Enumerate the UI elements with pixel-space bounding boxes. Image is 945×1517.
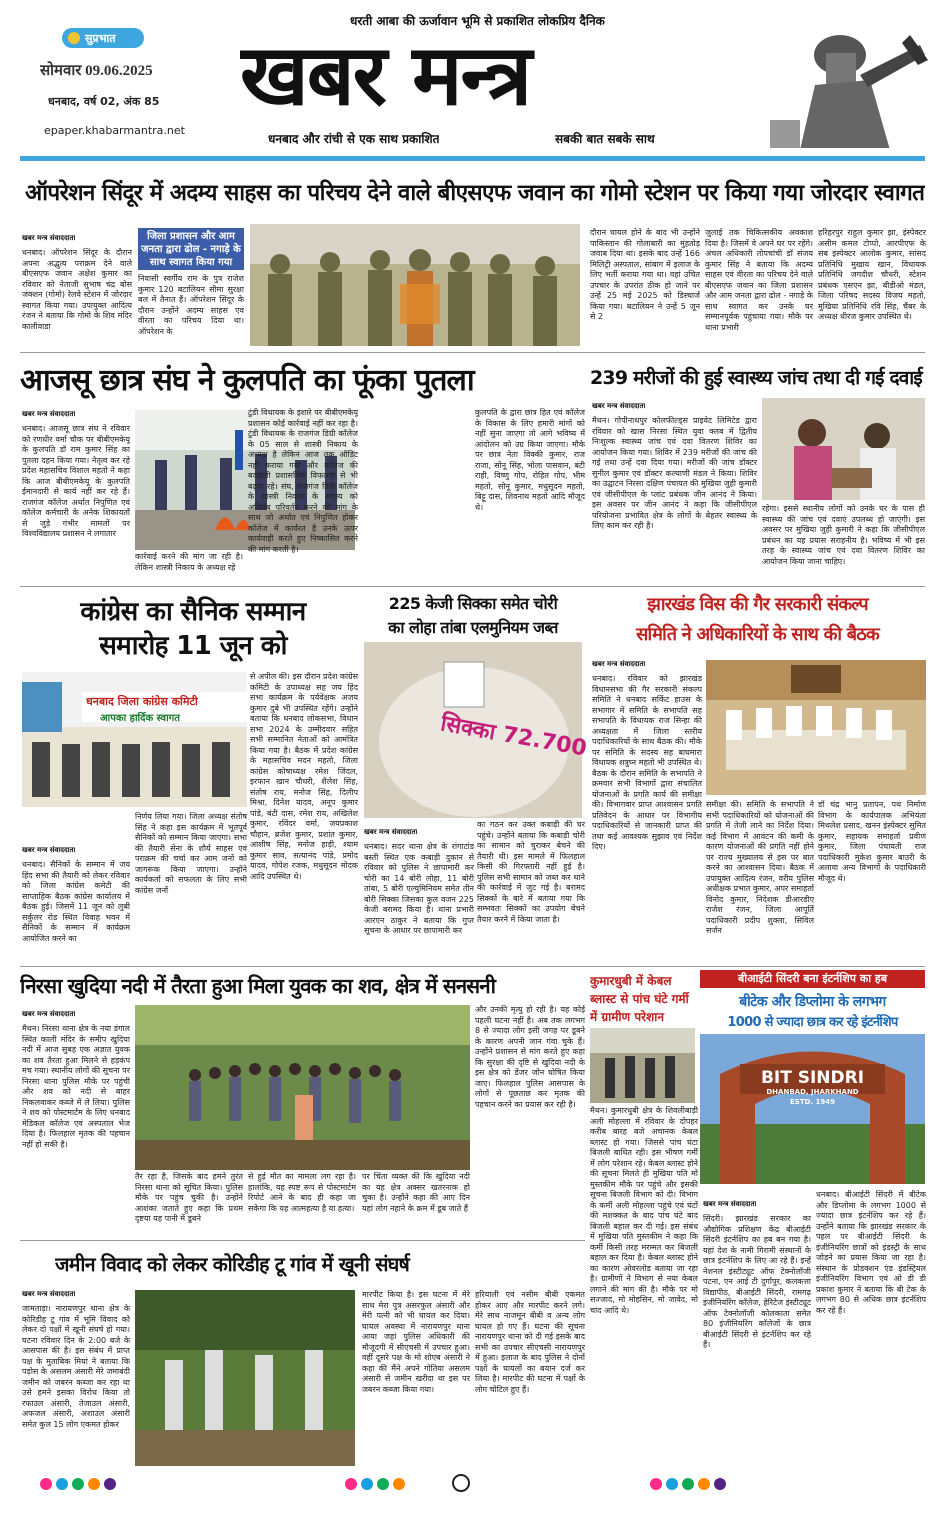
story2-byline: खबर मन्त्र संवाददाता: [22, 410, 76, 418]
story7-text-3: से हुई मौत का मामला लग रहा है। हालांकि, यह स्पष्ट रूप से पोस्टमार्टम रिपोर्ट आने के बाद ही कहा जा सकेगा कि यह आत्महत्या है या हत्या।: [248, 1172, 356, 1213]
color-dot-icon: [377, 1478, 389, 1490]
logo-text: सुप्रभात: [85, 31, 116, 45]
story10-byline: खबर मन्त्र संवाददाता: [22, 1290, 76, 1298]
story1-photo: [250, 224, 580, 346]
color-dot-icon: [698, 1478, 710, 1490]
story10-text-2: मारपीट किया है। इस घटना में मेरे साथ मेरा पुत्र असरफुल अंसारी और मेरी पत्नी को भी घायल कर दिया। घायल अवस्था में नारायणपुर थाना आया जहां पुलिस अधिकारी की मौजूदगी में सीएचसी में उपचार हुआ। वहीं दूसरे पक्ष के मो शोएब अंसारी ने कहा की मैंने अपने गोतिया असलम अंसारी से जमीन खरीदा था इस पर जबरन कब्जा किया गया।: [362, 1290, 470, 1394]
story1-text-3: दौरान घायल होने के बाद भी उन्होंने पाकिस्तान की गोलाबारी का मुंहतोड़ जवाब दिया था। इसके बाद उन्हें 166 मिलिट्री अस्पताल, सांबाग में इलाज के लिए भर्ती कराया गया था। वहां उचित उपचार के उपरांत ठीक हो जाने पर उन्हें 25 मई 2025 को डिस्चार्ज किया गया। बटालियन ने उन्हें 5 जून से 2: [590, 228, 700, 321]
story8-headline-line3[interactable]: में ग्रामीण परेशान: [590, 1010, 665, 1024]
color-registration-left: [40, 1478, 116, 1490]
story7-headline[interactable]: निरसा खुदिया नदी में तैरता हुआ मिला युवक का शव, क्षेत्र में सनसनी: [20, 974, 496, 998]
divider: [20, 966, 925, 967]
tagline-top: धरती आबा की ऊर्जावान भूमि से प्रकाशित लोकप्रिय दैनिक: [350, 14, 605, 28]
story3-text-1: मैथन। गोपीनाथपुर कोलफील्ड्स प्राइवेट लिमिटेड द्वारा रविवार को खास निरसा स्थित युवा क्लब में द्वितीय निःशुल्क स्वास्थ्य जांच एवं दवा वितरण शिविर का आयोजन किया गया। शिविर में 239 मरीजों की जांच की गई तथा उन्हें दवा दिया गया। मरीजों की जांच डॉक्टर सुनील कुमार एवं डॉक्टर कल्याणी मंडल ने किया। शिविर का उद्घाटन निरसा दक्षिण पंचायत की मुखिया जुही कुमारी एवं जीसीपीएल के प्लांट प्रबंधक जीन आनंद ने किया। इस अवसर पर जीन आनंद ने कहा कि जीसीपीएल परियोजना प्रभावित क्षेत्र के लोगों के बेहतर स्वास्थ्य के लिए काम कर रही है।: [592, 416, 757, 530]
color-dot-icon: [72, 1478, 84, 1490]
story2-headline[interactable]: आजसू छात्र संघ ने कुलपति का फूंका पुतला: [20, 363, 474, 398]
color-dot-icon: [88, 1478, 100, 1490]
color-dot-icon: [650, 1478, 662, 1490]
epaper-link[interactable]: epaper.khabarmantra.net: [44, 124, 185, 137]
story6-text-3: डॉ चंद्र भानु प्रतापन, पथ निर्माण विभाग के कार्यपालक अभियंता मिथलेश प्रसाद, खनन इंस्पेक्टर सुमित कुमार, सहायक समाहर्ता प्रवीण कुमार, जिला पंचायती राज पदाधिकारी मुकेश कुमार बाउरी के अलावा अन्य विभागों के पदाधिकारी मौजूद थे।: [818, 800, 926, 883]
story5-sack-text: सिक्का 72.700: [438, 711, 589, 762]
color-registration-right: [650, 1478, 726, 1490]
story4-photo: [22, 672, 247, 807]
color-dot-icon: [714, 1478, 726, 1490]
color-dot-icon: [345, 1478, 357, 1490]
masthead: [0, 0, 945, 148]
story10-text-1: जामताड़ा। नारायणपुर थाना क्षेत्र के कोरिडीह टू गांव में भूमि विवाद को लेकर दो पक्षों में खूनी संघर्ष हो गया। घटना रविवार दिन के 2:00 बजे के आसपास की है। इस संबंध में प्राप्त पक्ष के मुताबिक मियां ने बताया कि पड़ोस के असलम अंसारी मेरे जमाबंदी जमीन को जबरन कब्जा कर रहा था उसे हमने इसका विरोध किया तो रफाउल अंसारी, तेजाउल अंसारी, अफजल अंसारी, अशाउल अंसारी समेत कुल 15 लोग एकमत होकर: [22, 1304, 130, 1429]
story1-byline: खबर मन्त्र संवाददाता: [22, 234, 76, 242]
story9-text-2: धनबाद। बीआईटी सिंदरी में बीटेक और डिप्लोमा के लगभग 1000 से ज्यादा छात्र इंटर्नशिप कर रहे हैं। उन्होंने बताया कि झारखंड सरकार के पहल पर बीआईटी सिंदरी के इंजीनियरिंग छात्रों को इंडस्ट्री के साथ जोड़ने का प्रयास किया जा रहा है। संस्थान के प्रोडक्शन एंड इंडस्ट्रियल इंजीनियरिंग विभाग एवं ओ डी डी प्रकाश कुमार ने बताया कि बी टेक के लगभग 80 से अधिक छात्र इंटर्नशिप कर रहे हैं।: [816, 1190, 926, 1315]
story1-text-2: निवासी स्वर्गीय राम के पुत्र राजेश कुमार 120 बटालियन सीमा सुरक्षा बल में तैनात हैं। ऑपरेशन सिंदूर के दौरान उन्होंने अदम्य साहस एवं वीरता का परिचय दिया था। ऑपरेशन के: [138, 274, 244, 336]
story10-text-3: हरियाली एवं नसीम बीबी एकमत होकर आए और मारपीट करने लगे। मेरे साथ नाजमून बीबी व अन्य लोग घायल हो गए हैं। घटना की सूचना नारायणपुर थाना को दी गई इसके बाद सभी का उपचार सीएचसी नारायणपुर में हुआ। इलाज के बाद पुलिस ने दोनों पक्षों के घायलों का बयान दर्ज कर लिया है। मारपीट की घटना में पक्षों के लोग चोटिल हुए हैं।: [475, 1290, 585, 1394]
story10-photo: [135, 1290, 355, 1466]
story7-text-1: मैथन। निरसा थाना क्षेत्र के नया डंगाल स्थित काली मंदिर के समीप खुदिया नदी में आज सुबह एक अज्ञात युवक का शव तैरता हुआ मिलने से हड़कंप मच गया। स्थानीय लोगों की सूचना पर निरसा थाना पुलिस मौके पर पहुंची और शव को नदी से बाहर निकलवाकर कब्जे में ले लिया। पुलिस ने शव को पोस्टमार्टम के लिए धनबाद मेडिकल कॉलेज एवं अस्पताल भेज दिया है। फिलहाल मृतक की पहचान नहीं हो सकी है।: [22, 1024, 130, 1149]
story9-gate-sub: DHANBAD, JHARKHAND: [766, 1088, 859, 1096]
subtitle-right: सबकी बात सबके साथ: [555, 132, 655, 146]
story6-photo: [706, 660, 926, 795]
story9-text-1: सिंदरी। झारखंड सरकार का औद्योगिक प्रशिक्षण केंद्र बीआईटी सिंदरी इंटर्नशिप का हब बन गया है। यहां देश के नामी गिरामी संस्थानों के छात्र इंटर्नशिप के लिए आ रहे हैं। इन्हें नेशनल इंस्टीट्यूट ऑफ टेक्नोलॉजी पटना, एन आई टी दुर्गापुर, कलकत्ता विद्यापीठ, बीआईटी सिंदरी, रामगढ़ इंजीनियरिंग कॉलेज, हेरिटेज इंस्टीट्यूट ऑफ टेक्नोलॉजी कोलकाता समेत 80 इंजीनियरिंग कॉलेजों के छात्र बीआईटी सिंदरी से इंटर्नशिप कर रहे हैं।: [703, 1214, 811, 1349]
story9-gate-estd: ESTD. 1949: [790, 1098, 835, 1106]
story2-text-2: कार्रवाई करने की मांग जा रही है। लेकिन शास्त्री निकाय के अध्यक्ष रहे: [135, 552, 243, 572]
story9-label: बीआईटी सिंदरी बना इंटर्नशिप का हब: [700, 970, 925, 988]
story5-byline: खबर मन्त्र संवाददाता: [364, 828, 418, 836]
story2-text-4: कुलपति के द्वारा छात्र हित एवं कॉलेज के विकास के लिए हमारी मांगों को नहीं सुना जाएगा तो आगे भविष्य में आंदोलन को उग्र किया जाएगा। मौके पर छात्र नेता विक्की कुमार, राज राजा, सोनू सिंह, भोला पासवान, बंटी राही, विष्णु गोप, रोहित गोप, भीम महतो, सोनू कुमार, मधुसूदन महतो, बिट्टू दास, शिवनाथ महतो आदि मौजूद थे।: [475, 408, 585, 512]
story2-text-1: धनबाद। आजसू छात्र संघ ने रविवार को रणधीर वर्मा चौक पर बीबीएमकेयू के कुलपति डॉ राम कुमार सिंह का पुतला दहन किया गया। नेतृत्व कर रहे प्रदेश महासचिव विशाल महतो ने कहा कि आज बीबीएमकेयू के कुलपति ईमानदारी से कार्य नहीं कर रहे हैं। राजगंज कॉलेज अर्थात निपुणित एवं कॉलेज कर्मचारी के अनेक शिकायतों से जुड़े गंभीर मामलों पर विश्वविद्यालय प्रशासन ने लगातार: [22, 424, 130, 538]
story1-text-1: धनबाद। ऑपरेशन सिंदूर के दौरान अपना अद्भुत्य पराक्रम देने वाले बीएसएफ जवान अक्षेश कुमार का रविवार को नेताजी सुभाष चंद्र बोस जंक्शन (गोमो) रेलवे स्टेशन में जोरदार स्वागत किया गया। उपायुक्त आदित्य रंजन ने बताया कि गोमो के शिव मंदिर कालीवाडा: [22, 248, 132, 331]
edition-issue: धनबाद, वर्ष 02, अंक 85: [48, 95, 160, 108]
story6-text-1: धनबाद। रविवार को झारखंड विधानसभा की गैर सरकारी संकल्प समिति ने धनबाद सर्किट हाउस के सभागार में समिति के सभापति सह सभापति के विधायक राज सिन्हा की अध्यक्षता में जिला स्तरीय पदाधिकारियों के साथ बैठक की। मौके पर समिति के सदस्य सह बाघमारा विधायक शत्रुघ्न महतो भी उपस्थित थे। बैठक के दौरान समिति के सभापति ने क्रमवार सभी विभागों द्वारा संचालित योजनाओं के प्रगति कार्य की समीक्षा की। विभागवार प्राप्त आश्वासन प्रगति प्रतिवेदन के आधार पर विभागीय पदाधिकारियों से जानकारी प्राप्त की तथा कई आवश्यक सुझाव एवं निर्देश दिए।: [592, 674, 702, 851]
divider: [20, 1240, 585, 1241]
story3-photo: [762, 398, 925, 500]
story7-byline: खबर मन्त्र संवाददाता: [22, 1010, 76, 1018]
story7-photo: [135, 1005, 470, 1170]
color-dot-icon: [40, 1478, 52, 1490]
story2-text-3b: [362, 408, 470, 584]
story9-headline-line1[interactable]: बीटेक और डिप्लोमा के लगभग: [739, 994, 886, 1010]
story9-byline: खबर मन्त्र संवाददाता: [703, 1200, 757, 1208]
story4-headline-line2[interactable]: समारोह 11 जून को: [99, 631, 287, 661]
divider: [20, 586, 925, 587]
story3-text-2: रहेगा। इससे स्थानीय लोगों को उनके घर के पास ही स्वास्थ्य की जांच एवं दवाएं उपलब्ध हो जाएंगी। इस अवसर पर मुखिया जुही कुमारी ने कहा कि जीसीपीएल प्रबंधन का यह प्रयास सराहनीय है। भविष्य में भी इस तरह के स्वास्थ्य जांच एवं दवा वितरण शिविर का आयोजन किया जाना चाहिए।: [762, 504, 925, 566]
story3-byline: खबर मन्त्र संवाददाता: [592, 402, 646, 410]
story8-text-1: मैथन। कुमारधुबी क्षेत्र के शिवलीबाड़ी अली मोहल्ला में रविवार के दोपहर करीब बारह बजे अचानक केबल ब्लास्ट हो गया। जिससे पांच घंटा बिजली बाधित रही। इस भीषण गर्मी में लोग परेशान रहे। केबल ब्लास्ट होने की सूचना मिलते ही मुखिया पति मो मुस्तकीम मौके पर पहुंचे और इसकी सूचना बिजली विभाग को दी। विभाग के कर्मी अली मोहल्ला पहुंचे एवं घंटों की मशक्कत के बाद पांच घंटे बाद बिजली बहाल कर दी गई। इस संबंध में मुखिया पति मुस्तकीम ने कहा कि कर्मी किसी तरह मरम्मत कर बिजली बहाल कर दिया है। केबल ब्लास्ट होने का कारण ओवरलोड बताया जा रहा है। ग्रामीणों ने विभाग से नया केबल लगाने की मांग की है। मौके पर मो सज्जाद, मो मोहसिन, मो जावेद, मो चांद आदि थे।: [590, 1106, 698, 1315]
story8-headline-line2[interactable]: ब्लास्ट से पांच घंटे गर्मी: [590, 992, 689, 1006]
story6-byline: खबर मन्त्र संवाददाता: [592, 660, 646, 668]
color-dot-icon: [393, 1478, 405, 1490]
color-dot-icon: [56, 1478, 68, 1490]
story1-text-5: हरिहरपुर राहुल कुमार झा, इंस्पेक्टर असीम कमल टोप्पो, आरपीएफ के सब इंस्पेक्टर आलोक कुमार, सांसद प्रतिनिधि मुखाय खान, विधायक प्रतिनिधि जगदीश चौधरी, स्टेशन प्रबंधक एसएन झा, बीडीओ मंडल, जिला परिषद सदस्य विजय महतो, मुखिया प्रतिनिधि रवि सिंह, चैंबर के अध्यक्ष धीरज कुमार उपस्थित थे।: [818, 228, 926, 321]
story5-headline-line2[interactable]: का लोहा तांबा एलमुनियम जब्त: [388, 618, 558, 637]
story4-byline: खबर मन्त्र संवाददाता: [22, 846, 76, 854]
story3-headline[interactable]: 239 मरीजों की हुई स्वास्थ्य जांच तथा दी गई दवाई: [590, 367, 922, 389]
story8-headline-line1[interactable]: कुमारधुबी में केबल: [590, 974, 672, 988]
story1-box-label: जिला प्रशासन और आम जनता द्वारा ढोल - नगाड़े के साथ स्वागत किया गया: [138, 228, 244, 270]
story9-headline-line2[interactable]: 1000 से ज्यादा छात्र कर रहे इंटर्नशिप: [727, 1015, 898, 1030]
color-dot-icon: [361, 1478, 373, 1490]
story5-headline-line1[interactable]: 225 केजी सिक्का समेत चोरी: [388, 594, 558, 613]
registration-mark-icon: [452, 1474, 470, 1492]
divider: [20, 352, 925, 353]
color-dot-icon: [104, 1478, 116, 1490]
story4-text-3: से अपील की। इस दौरान प्रदेश कांग्रेस कमिटी के उपाध्यक्ष सह जय हिंद सभा कार्यक्रम के पर्यवेक्षक अजय कुमार दुबे भी उपस्थित रहेंगे। उन्होंने बताया कि धनबाद लोकसभा, विधान सभा 2024 के उम्मीदवार सहित सभी सम्मानित नेताओं को आमंत्रित किया गया है। बैठक में प्रदेश कांग्रेस के महासचिव मदन महतो, जिला कांग्रेस कोषाध्यक्ष रमेश जिंदल, इरफान खान चौधरी, शैलेश सिंह, संतोष राय, मनोज सिंह, दिलीप मिश्रा, दिनेश यादव, अनूप कुमार पांडे, बंटी दास, रमेश राय, अखिलेश कुमार, रविंदर वर्मा, जयप्रकाश चौहान, ब्रजेश कुमार, प्रशांत कुमार, आशीष सिंह, मनोज हाड़ी, श्याम कुमार साव, सत्यानंद पांडे, प्रमोद यादव, गोपेश रजक, मधुसूदन मोदक आदि उपस्थित थे।: [250, 672, 358, 881]
story6-headline-line1[interactable]: झारखंड विस की गैर सरकारी संकल्प: [647, 594, 868, 615]
story4-banner-line1: धनबाद जिला कांग्रेस कमिटी: [86, 695, 198, 708]
story4-text-2: निर्णय लिया गया। जिला अध्यक्ष संतोष सिंह ने कहा इस कार्यक्रम में भूतपूर्व सैनिकों को सम्मान किया जाएगा। सभा की तैयारी सेना के शौर्य साहस एवं पराक्रम की चर्चा कर आम जनों को जागरूक किया जाएगा। उन्होंने कार्यकर्ता को सफलता के लिए सभी कांग्रेस जनों: [135, 812, 247, 895]
story6-headline-line2[interactable]: समिति ने अधिकारियों के साथ की बैठक: [636, 624, 879, 645]
logo-icon: [68, 32, 80, 44]
color-dot-icon: [682, 1478, 694, 1490]
miner-statue-icon: [760, 25, 930, 148]
newspaper-title: खबर मन्त्र: [240, 30, 531, 120]
subtitle-left: धनबाद और रांची से एक साथ प्रकाशित: [268, 132, 440, 146]
story5-text-2: का गठन कर उक्त कबाड़ी की घर पहुंचे। उन्होंने बताया कि कबाड़ी चोरी का सामान को चुराकर बेचने की तैयारी थी। इस मामले में फिलहाल किसी की गिरफ्तारी नहीं हुई है। पुलिस सभी सामान को जब्त कर थाने की कार्रवाई में जुट गई है। बरामद सिक्कों के बारे में बताया गया कि सम्भवतः सिक्कों का उपयोग बेचने तैयार करने में किया जाता है।: [477, 820, 585, 924]
story4-headline-line1[interactable]: कांग्रेस का सैनिक सम्मान: [80, 597, 306, 627]
story9-gate-text: BIT SINDRI: [760, 1068, 865, 1088]
story7-text-2: तैर रहा है, जिसके बाद हमने तुरंत निरसा थाना को सूचित किया। पुलिस मौके पर पहुंच चुकी है। उन्होंने आशंका जताते हुए कहा कि प्रथम दृष्टया यह पानी में डूबने: [135, 1172, 243, 1223]
story4-banner-line2: आपका हार्दिक स्वागत: [100, 713, 180, 724]
story8-photo: [590, 1028, 695, 1103]
story7-text-4: पर चिंता व्यक्त की कि खुदिया नदी का यह क्षेत्र अक्सर खतरनाक हो चुका है। उन्होंने कहा की आए दिन यहां लोग नहाने के क्रम में डूब जाते हैं: [362, 1172, 470, 1213]
story9-photo: [700, 1034, 925, 1184]
story1-headline[interactable]: ऑपरेशन सिंदूर में अदम्य साहस का परिचय देने वाले बीएसएफ जवान का गोमो स्टेशन पर किया गया जोरदार स्वागत: [25, 180, 925, 206]
story10-headline[interactable]: जमीन विवाद को लेकर कोरिडीह टू गांव में खूनी संघर्ष: [55, 1253, 410, 1276]
brand-logo: [62, 28, 144, 48]
story6-text-2: समीक्षा की। समिति के सभापति ने सभी पदाधिकारियों को योजनाओं की प्रगति में तेजी लाने का निर्देश दिया। कई विभाग में आवंटन की कमी के कारण योजनाओं की प्रगति नहीं होने पर राज्य मुख्यालय से इस पर बात करने का आश्वासन दिया। बैठक में उपायुक्त आदित्य रंजन, वरीय पुलिस अधीक्षक प्रभात कुमार, अपर समाहर्ता विनोद कुमार, निदेशक डीआरडीए राजेश रंजन, जिला आपूर्ति पदाधिकारी प्रदीप शुक्ला, सिविल सर्जन: [706, 800, 814, 935]
color-registration-mid: [345, 1478, 405, 1490]
story1-text-4: जुलाई तक चिकित्सकीय अवकाश दिया है। जिसमें वे अपने घर पर रहेंगे। अंचल अधिकारी तोपचांची डॉ संजय कुमार सिंह ने बताया कि अदम्य साहस एवं वीरता का परिचय देने वाले बीएसएफ जवान का जिला प्रशासन और आम जनता द्वारा ढोल - नगाड़े के साथ स्वागत कर उनके घर सम्मानपूर्वक पहुंचाया गया। मौके पर थाना प्रभारी: [705, 228, 813, 332]
masthead-divider: [20, 156, 925, 161]
story2-text-3: टुंडी विधायक के इशारे पर बीबीएमकेयू प्रशासन कोई कार्रवाई नहीं कर रहा है। टुंडी विधायक के राजगंज डिग्री कॉलेज के 05 साल से शास्त्री निकाय के अध्यक्ष है लेकिन आज तक ऑडिट नहीं कराया गया और कॉलेज की बदहाली प्रशासनिक विफलता से भी बढ़ता रहे। संघ, राजगंज डिग्री कॉलेज के शास्त्री निकाय के सदस्य को अविलंब परिवर्तन करने की मांग के साथ जो अर्थात एवं निपुणित होकर कॉलेज में कार्यरत है उनके ऊपर कार्यवाही करते हुए निष्कासित करने की मांग करती है।: [248, 408, 358, 554]
story7-text-5: और उनकी मृत्यु हो रही है। यह कोई पहली घटना नहीं है। अब तक लगभग 8 से ज्यादा लोग इसी जगह पर डूबने के कारण अपनी जान गंवा चुके हैं। उन्होंने प्रशासन से मांग करते हुए कहा कि सुरक्षा की दृष्टि से खुदिया नदी के इस क्षेत्र को डेंजर जोन घोषित किया जाए। फिलहाल पुलिस आसपास के लोगों से पूछताछ कर मृतक की पहचान करने का प्रयास कर रही है।: [475, 1005, 585, 1109]
edition-date: सोमवार 09.06.2025: [40, 63, 153, 79]
color-dot-icon: [666, 1478, 678, 1490]
story4-text-1: धनबाद। सैनिकों के सम्मान में जय हिंद सभा की तैयारी को लेकर रविवार को जिला कांग्रेस कमेटी की साप्ताहिक बैठक कांग्रेस कार्यालय में बैठक हुई। जिसमें 11 जून को लुबी सर्कुलर रोड स्थित विवाह भवन में सैनिकों के सम्मान में कार्यक्रम आयोजित करने का: [22, 860, 130, 943]
story5-text-1: धनबाद। सदर थाना क्षेत्र के रांगाटांड बस्ती स्थित एक कबाड़ी दुकान से रविवार को पुलिस ने छापामारी कर चोरी का 14 बोरी लोहा, 11 बोरी तांबा, 5 बोरी एल्युमिनियम समेत तीन बोरी सिक्का जिसका कुल वजन 225 केजी बरामद किया है। थाना प्रभारी आरएन ठाकुर ने बताया कि गुप्त सूचना के आधार पर छापामारी कर: [364, 842, 474, 935]
